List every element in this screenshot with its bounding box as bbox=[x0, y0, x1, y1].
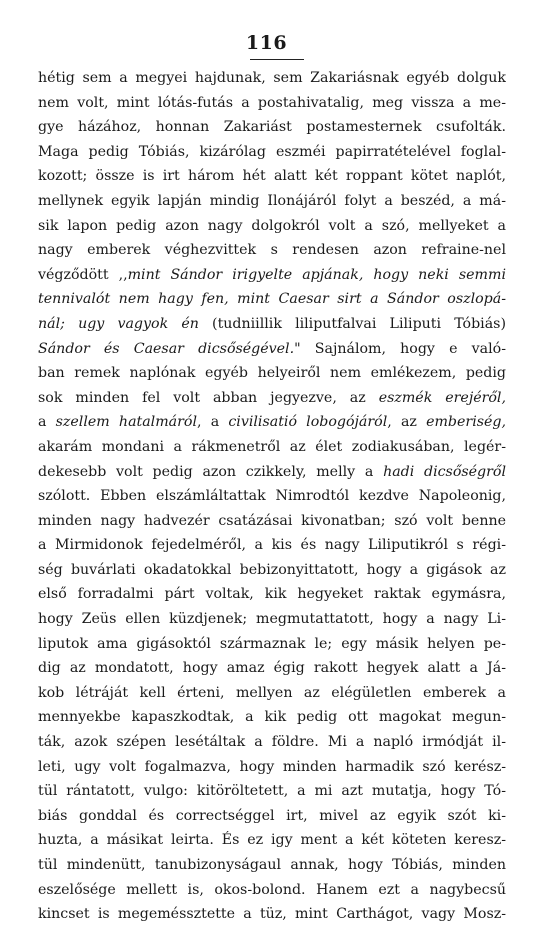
text-segment: , az bbox=[387, 414, 427, 431]
text-line bbox=[38, 115, 506, 140]
text-segment: végződött ,, bbox=[38, 266, 128, 283]
text-segment: leti, ugy volt fogalmazva, hogy minden harmadik szó kerész- bbox=[38, 758, 506, 775]
text-segment: sik lapon pedig azon nagy dolgokról volt a szó, mellyeket a bbox=[38, 217, 506, 234]
italic-text: szellem hatalmáról bbox=[55, 414, 197, 431]
header-rule bbox=[250, 59, 304, 60]
text-line bbox=[38, 140, 506, 165]
text-segment: mellynek egyik lapján mindig Ilonájáról folyt a beszéd, a má- bbox=[38, 192, 506, 209]
text-segment: dig az mondatott, hogy amaz égig rakott hegyek alatt a Já- bbox=[38, 660, 506, 677]
text-line bbox=[38, 681, 506, 706]
text-line bbox=[38, 705, 506, 730]
text-line bbox=[38, 484, 506, 509]
text-line bbox=[38, 312, 506, 337]
page-number: 116 bbox=[245, 32, 288, 54]
text-segment: első forradalmi párt voltak, kik hegyeket raktak egymásra, bbox=[38, 586, 506, 603]
text-segment: biás gonddal és correctséggel irt, mivel az egyik szót ki- bbox=[38, 807, 506, 824]
italic-text: hadi dicsőségről bbox=[383, 463, 506, 480]
text-segment: tül rántatott, vulgo: kitöröltetett, a mi azt mutatja, hogy Tó- bbox=[38, 783, 506, 800]
text-segment: ban remek naplónak egyéb helyeiről nem emlékezem, pedig bbox=[38, 365, 506, 382]
text-segment: kozott; össze is irt három hét alatt két roppant kötet naplót, bbox=[38, 168, 506, 185]
italic-text: tennivalót nem hagy fen, mint Caesar sirt a Sándor oszlopá- bbox=[38, 291, 506, 308]
text-line bbox=[38, 435, 506, 460]
text-segment: hétig sem a megyei hajdunak, sem Zakariásnak egyéb dolguk bbox=[38, 70, 506, 86]
text-line bbox=[38, 386, 506, 411]
text-segment: ség buvárlati okadatokkal bebizonyittatott, hogy a gigások az bbox=[38, 561, 506, 578]
text-segment: minden nagy hadvezér csatázásai kivonatban; szó volt benne bbox=[38, 512, 506, 529]
text-segment: nagy emberek véghezvittek s rendesen azon refraine-nel bbox=[38, 242, 506, 259]
text-segment: szólott. Ebben elszámláltattak Nimrodtól kezdve Napoleonig, bbox=[38, 488, 506, 505]
text-segment: mennyekbe kapaszkodtak, a kik pedig ott magokat megun- bbox=[38, 709, 506, 726]
text-line bbox=[38, 656, 506, 681]
text-line bbox=[38, 164, 506, 189]
text-line bbox=[38, 902, 506, 927]
text-line bbox=[38, 460, 506, 485]
text-line bbox=[38, 509, 506, 534]
text-segment: hogy Zeüs ellen küzdjenek; megmutattatott, hogy a nagy Li- bbox=[38, 611, 506, 628]
text-segment: Maga pedig Tóbiás, kizárólag eszméi papirratételével foglal- bbox=[38, 143, 506, 160]
text-segment: tül mindenütt, tanubizonyságaul annak, hogy Tóbiás, minden bbox=[38, 857, 506, 873]
text-segment: a Mirmidonok fejedelméről, a kis és nagy Liliputikról s régi- bbox=[38, 537, 506, 554]
text-segment: , a bbox=[197, 414, 229, 431]
italic-text: eszmék erejéről, bbox=[378, 389, 506, 406]
text-line bbox=[38, 66, 506, 91]
text-segment: huzta, a másikat leirta. És ez igy ment a két köteten keresz- bbox=[38, 832, 506, 849]
text-line bbox=[38, 632, 506, 657]
text-line bbox=[38, 828, 506, 853]
text-segment: liputok ama gigásoktól származnak le; egy másik helyen pe- bbox=[38, 635, 506, 652]
text-line bbox=[38, 263, 506, 288]
italic-text: nál; ugy vagyok én bbox=[38, 315, 199, 332]
text-segment: kob létráját kell érteni, mellyen az elégületlen emberek a bbox=[38, 684, 506, 701]
text-line bbox=[38, 287, 506, 312]
text-line bbox=[38, 607, 506, 632]
text-segment: sok minden fel volt abban jegyezve, az bbox=[38, 389, 379, 406]
text-line bbox=[38, 189, 506, 214]
text-segment: nem volt, mint lótás-futás a postahivatalig, meg vissza a me- bbox=[38, 94, 506, 111]
text-segment: eszelősége mellett is, okos-bolond. Hanem ezt a nagybecsű bbox=[38, 881, 506, 898]
text-line bbox=[38, 238, 506, 263]
text-line bbox=[38, 337, 506, 362]
italic-text: Sándor és Caesar dicsőségével. bbox=[38, 340, 295, 357]
text-line bbox=[38, 558, 506, 583]
text-segment: dekesebb volt pedig azon czikkely, melly a bbox=[38, 463, 384, 480]
text-segment: akarám mondani a rákmenetről az élet zodiakusában, legér- bbox=[38, 438, 506, 455]
text-segment: gye házához, honnan Zakariást postamesternek csufolták. bbox=[38, 119, 506, 136]
italic-text: mint Sándor irigyelte apjának, hogy neki semmi bbox=[127, 266, 506, 283]
italic-text: emberiség, bbox=[426, 414, 506, 431]
text-segment: (tudniillik liliputfalvai Liliputi Tóbiás) bbox=[198, 315, 506, 332]
text-line bbox=[38, 361, 506, 386]
text-line bbox=[38, 755, 506, 780]
body-text bbox=[38, 66, 506, 927]
text-line bbox=[38, 410, 506, 435]
text-line bbox=[38, 878, 506, 903]
text-line bbox=[38, 91, 506, 116]
text-line bbox=[38, 533, 506, 558]
text-segment: a bbox=[38, 414, 56, 431]
text-line bbox=[38, 582, 506, 607]
text-line bbox=[38, 214, 506, 239]
text-segment: kincset is megeméssztette a tüz, mint Carthágot, vagy Mosz- bbox=[38, 906, 506, 923]
text-line bbox=[38, 853, 506, 878]
italic-text: civilisatió lobogójáról bbox=[228, 414, 388, 431]
text-segment: " Sajnálom, hogy e való- bbox=[294, 340, 506, 357]
text-segment: ták, azok szépen lesétáltak a földre. Mi a napló irmódját il- bbox=[38, 734, 506, 751]
text-line bbox=[38, 730, 506, 755]
text-line bbox=[38, 804, 506, 829]
text-line bbox=[38, 779, 506, 804]
